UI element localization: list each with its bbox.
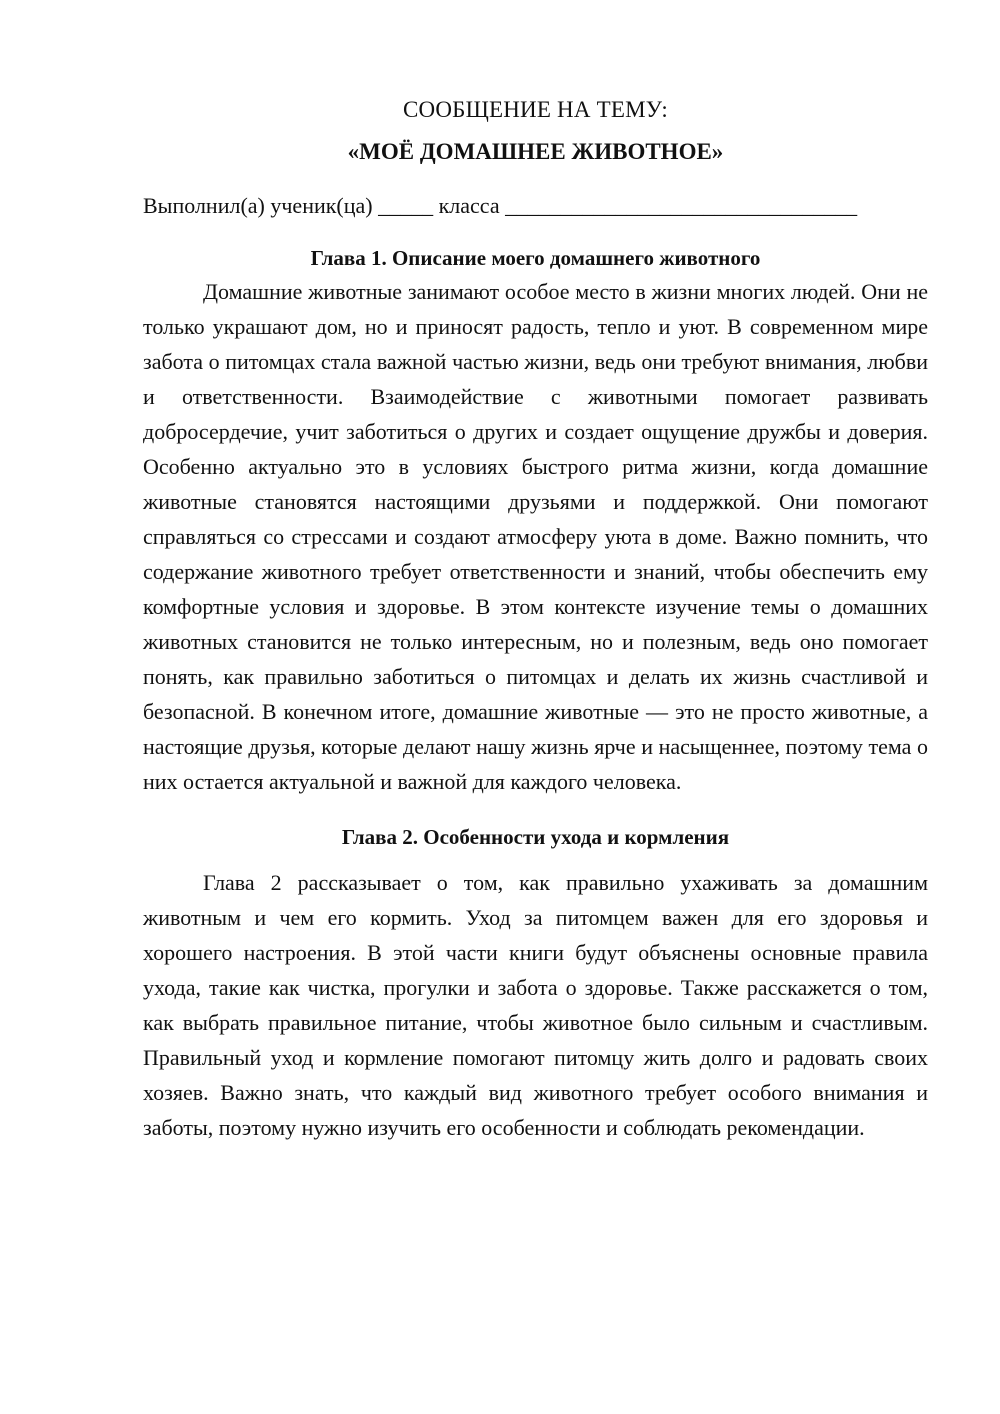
chapter-2-heading: Глава 2. Особенности ухода и кормления xyxy=(341,825,730,849)
report-label: СООБЩЕНИЕ НА ТЕМУ: xyxy=(403,97,668,122)
chapter-1-heading: Глава 1. Описание моего домашнего животного xyxy=(310,246,761,270)
chapter-1-text: Домашние животные занимают особое место в жизни многих людей. Они не только украшают дом, но и приносят радость, тепло и уют. В современном мире забота о питомцах стала важной частью жизни, ведь они требуют внимания, любви и ответственности. Взаимодействие с животными помогает развивать добросердечие, учит заботиться о других и создает ощущение дружбы и доверия. Особенно актуально это в условиях быстрого ритма жизни, когда домашние животные становятся настоящими друзьями и поддержкой. Они помогают справляться со стрессами и создают атмосферу уюта в доме. Важно помнить, что содержание животного требует ответственности и знаний, чтобы обеспечить ему комфортные условия и здоровье. В этом контексте изучение темы о домашних животных становится не только интересным, но и полезным, ведь оно помогает понять, как правильно заботиться о питомцах и делать их жизнь счастливой и безопасной. В конечном итоге, домашние животные — это не просто животные, а настоящие друзья, которые делают нашу жизнь ярче и насыщеннее, поэтому тема о них остается актуальной и важной для каждого человека. xyxy=(143,279,928,794)
chapter-2-text: Глава 2 рассказывает о том, как правильно ухаживать за домашним животным и чем его кормить. Уход за питомцем важен для его здоровья и хорошего настроения. В этой части книги будут объяснены основные правила ухода, такие как чистка, прогулки и забота о здоровье. Также расскажется о том, как выбрать правильное питание, чтобы животное было сильным и счастливым. Правильный уход и кормление помогают питомцу жить долго и радовать своих хозяев. Важно знать, что каждый вид животного требует особого внимания и заботы, поэтому нужно изучить его особенности и соблюдать рекомендации. xyxy=(143,870,928,1140)
report-title: «МОЁ ДОМАШНЕЕ ЖИВОТНОЕ» xyxy=(347,139,724,164)
author-line: Выполнил(а) ученик(ца) _____ класса ________________________________ xyxy=(143,193,858,218)
